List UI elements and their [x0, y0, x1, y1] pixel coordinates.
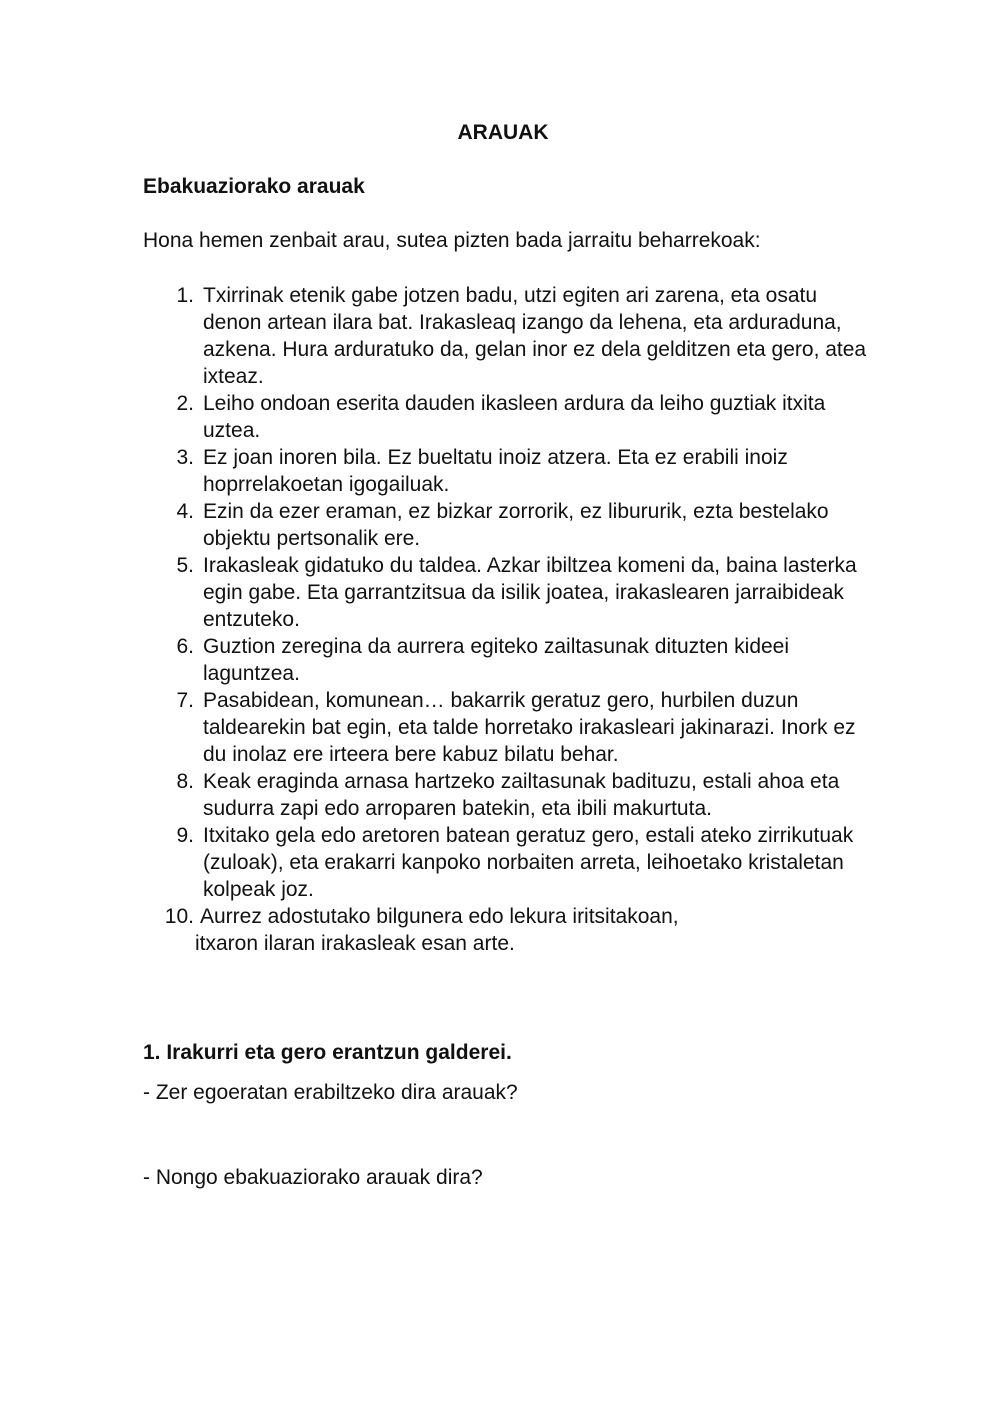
rule-number: 1. — [176, 284, 194, 307]
rule-text-continuation: itxaron ilaran irakasleak esan arte. — [195, 932, 515, 955]
rule-number: 3. — [176, 446, 194, 469]
question-2: - Nongo ebakuaziorako arauak dira? — [143, 1166, 483, 1189]
rules-list — [0, 282, 1000, 957]
document-title: ARAUAK — [457, 121, 549, 144]
rule-text: Leiho ondoan eserita dauden ikasleen ardura da leiho guztiak itxita uztea. — [203, 392, 826, 442]
rule-number: 2. — [176, 392, 194, 415]
list-item — [0, 768, 873, 822]
rule-text: Guztion zeregina da aurrera egiteko zailtasunak dituzten kideei laguntzea. — [203, 635, 790, 685]
rule-text: Irakasleak gidatuko du taldea. Azkar ibiltzea komeni da, baina lasterka egin gabe. Eta garrantzitsua da isilik joatea, irakaslearen jarraibideak entzuteko. — [203, 554, 857, 631]
list-item — [0, 498, 873, 552]
list-item — [0, 822, 873, 903]
rule-text: Pasabidean, komunean… bakarrik geratuz gero, hurbilen duzun taldearekin bat egin, eta talde horretako irakasleari jakinarazi. Inork ez du inolaz ere irteera bere kabuz bilatu behar. — [203, 689, 856, 766]
rule-text: Keak eraginda arnasa hartzeko zailtasunak badituzu, estali ahoa eta sudurra zapi edo arroparen batekin, eta ibili makurtuta. — [203, 770, 840, 820]
question-1: - Zer egoeratan erabiltzeko dira arauak? — [143, 1081, 518, 1104]
list-item — [0, 444, 873, 498]
list-item — [0, 903, 870, 957]
rule-text: Itxitako gela edo aretoren batean geratuz gero, estali ateko zirrikutuak (zuloak), eta erakarri kanpoko norbaiten arreta, leihoetako kristaletan kolpeak joz. — [203, 824, 854, 901]
rule-text: Aurrez adostutako bilgunera edo lekura iritsitakoan, — [200, 905, 679, 928]
rule-number: 4. — [176, 500, 194, 523]
rule-number: 10. — [164, 905, 194, 928]
rule-text: Ez joan inoren bila. Ez bueltatu inoiz atzera. Eta ez erabili inoiz hoprrelakoetan igogailuak. — [203, 446, 788, 496]
rule-text: Ezin da ezer eraman, ez bizkar zorrorik, ez libururik, ezta bestelako objektu pertsonalik ere. — [203, 500, 829, 550]
list-item — [0, 552, 873, 633]
list-item — [0, 633, 873, 687]
document-subtitle: Ebakuaziorako arauak — [143, 175, 365, 198]
rule-number: 9. — [176, 824, 194, 847]
exercise-title: 1. Irakurri eta gero erantzun galderei. — [143, 1041, 512, 1064]
rule-number: 6. — [176, 635, 194, 658]
rule-text: Txirrinak etenik gabe jotzen badu, utzi egiten ari zarena, eta osatu denon artean ilara bat. Irakasleaq izango da lehena, eta arduraduna, azkena. Hura arduratuko da, gelan inor ez dela gelditzen eta gero, atea ixteaz. — [203, 284, 867, 388]
intro-text: Hona hemen zenbait arau, sutea pizten bada jarraitu beharrekoak: — [143, 229, 761, 252]
list-item — [0, 390, 873, 444]
list-item — [0, 282, 873, 390]
list-item — [0, 687, 873, 768]
rule-number: 7. — [176, 689, 194, 712]
rule-number: 8. — [176, 770, 194, 793]
rule-number: 5. — [176, 554, 194, 577]
